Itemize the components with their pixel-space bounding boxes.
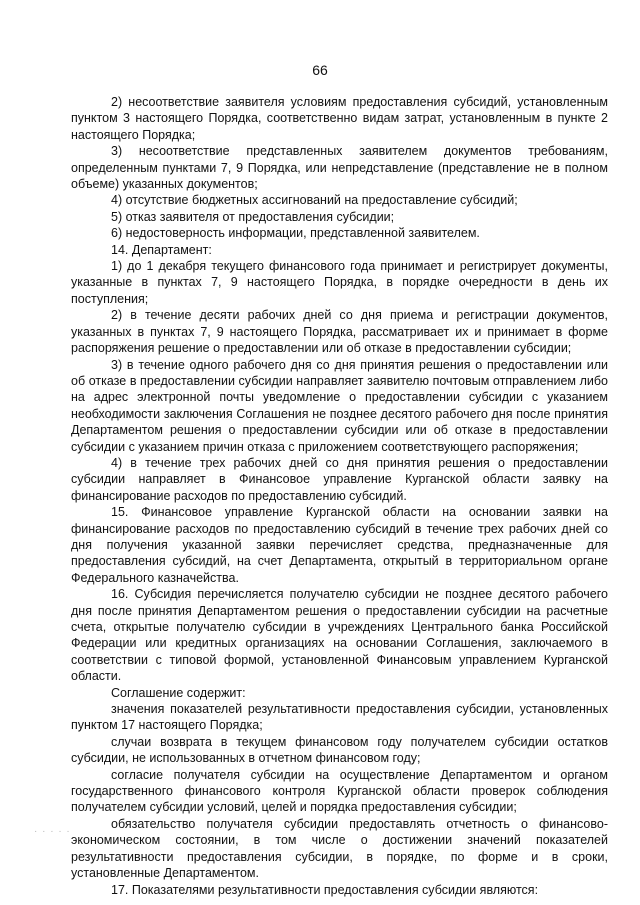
section-16: 16. Субсидия перечисляется получателю субсидии не позднее десятого рабочего дня после принятия Департаментом решения о предоставлении субсидии на расчетные счета, открытые получателю субсидии в учреждениях Центрального банка Российской Федерации или кредитных организациях на основании Соглашения, заключаемого в соответствии с типовой формой, установленной Финансовым управлением Курганской области.	[71, 587, 608, 684]
section-14-item-3: 3) в течение одного рабочего дня со дня принятия решения о предоставлении или об отказе в предоставлении субсидии направляет заявителю почтовым отправлением либо на адрес электронной почты уведомление о предоставлении субсидии с указанием необходимости заключения Соглашения не позднее десятого рабочего дня после принятия Департаментом решения о предоставлении субсидии или об отказе в предоставлении субсидии с указанием причин отказа с приложением соответствующего распоряжения;	[71, 357, 608, 454]
agreement-item-consent: согласие получателя субсидии на осуществление Департаментом и органом государственного финансового контроля Курганской области проверок соблюдения получателем субсидии условий, целей и порядка предоставления субсидии;	[71, 767, 608, 815]
paragraph-item-3: 3) несоответствие представленных заявителем документов требованиям, определенным пунктами 7, 9 Порядка, или непредставление (представление не в полном объеме) указанных документов;	[71, 144, 608, 192]
paragraph-item-6: 6) недостоверность информации, представленной заявителем.	[111, 226, 480, 241]
section-15: 15. Финансовое управление Курганской области на основании заявки на финансирование расходов по предоставлению субсидий в течение трех рабочих дней со дня получения указанной заявки перечисляет средства, предназначенные для предоставления субсидий, на счет Департамента, открытый в территориальном органе Федерального казначейства.	[71, 505, 608, 585]
section-17: 17. Показателями результативности предоставления субсидии являются:	[111, 882, 539, 897]
document-body	[71, 94, 608, 898]
agreement-heading: Соглашение содержит:	[111, 685, 246, 700]
section-14-item-1: 1) до 1 декабря текущего финансового года принимает и регистрирует документы, указанные в пунктах 7, 9 настоящего Порядка, в порядке очередности в день их поступления;	[71, 259, 608, 306]
paragraph-item-2: 2) несоответствие заявителя условиям предоставления субсидий, установленным пунктом 3 настоящего Порядка, соответственно видам затрат, установленным в пункте 2 настоящего Порядка;	[71, 95, 608, 142]
scan-artifact: · · · · ·	[34, 826, 71, 837]
agreement-item-refund: случаи возврата в текущем финансовом году получателем субсидии остатков субсидии, не использованных в отчетном финансовом году;	[71, 734, 608, 766]
section-14-item-2: 2) в течение десяти рабочих дней со дня приема и регистрации документов, указанных в пунктах 7, 9 настоящего Порядка, рассматривает их и принимает в форме распоряжения решение о предоставлении или об отказе в предоставлении субсидии;	[71, 308, 608, 356]
agreement-item-indicators: значения показателей результативности предоставления субсидии, установленных пунктом 17 настоящего Порядка;	[71, 702, 608, 733]
section-14-heading: 14. Департамент:	[111, 242, 212, 257]
agreement-item-reporting: обязательство получателя субсидии предоставлять отчетность о финансово-экономическом состоянии, в том числе о достижении значений показателей результативности предоставления субсидии, в порядке, по форме и в сроки, установленные Департаментом.	[71, 816, 608, 881]
paragraph-item-5: 5) отказ заявителя от предоставления субсидии;	[111, 209, 395, 224]
section-14-item-4: 4) в течение трех рабочих дней со дня принятия решения о предоставлении субсидии направляет в Финансовое управление Курганской области заявку на финансирование расходов по предоставлению субсидий.	[71, 455, 608, 503]
page-number: 66	[312, 62, 328, 78]
paragraph-item-4: 4) отсутствие бюджетных ассигнований на предоставление субсидий;	[111, 193, 518, 208]
